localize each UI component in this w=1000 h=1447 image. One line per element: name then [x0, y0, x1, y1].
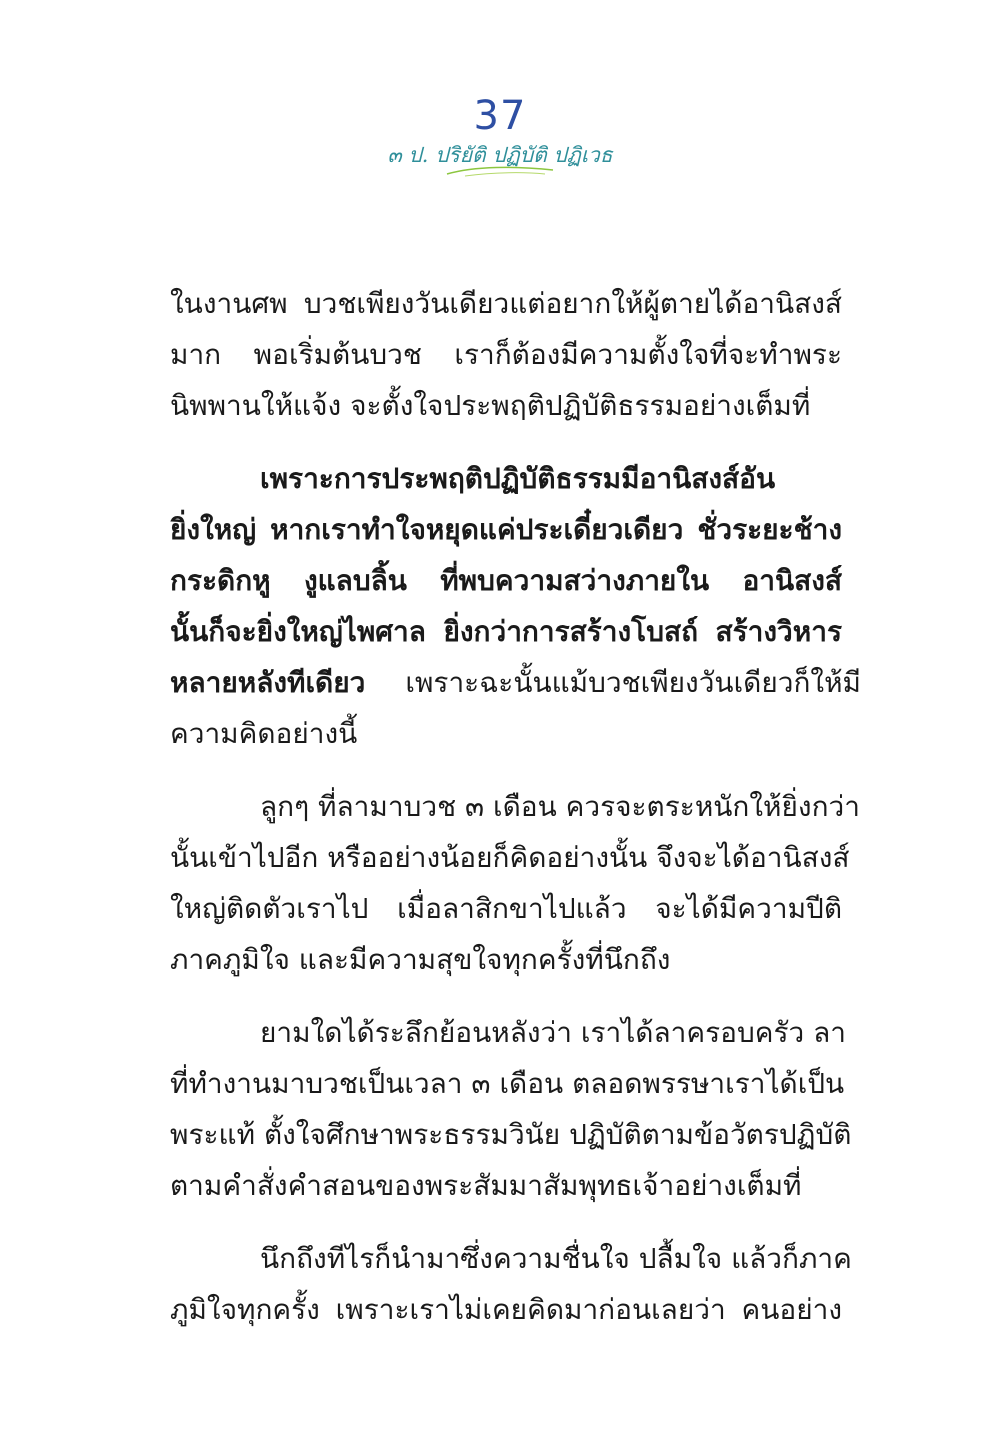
paragraph-3 — [170, 781, 860, 985]
text-line: ที่ทำงานมาบวชเป็นเวลา ๓ เดือน ตลอดพรรษาเราได้เป็น — [170, 1067, 845, 1100]
text-line: ในงานศพ บวชเพียงวันเดียวแต่อยากให้ผู้ตายได้อานิสงส์ — [170, 287, 842, 320]
text-line: ความคิดอย่างนี้ — [170, 717, 358, 750]
text-line: ยามใดได้ระลึกย้อนหลังว่า เราได้ลาครอบครัว ลา — [260, 1016, 847, 1049]
page-number: 37 — [473, 93, 527, 139]
paragraph-2 — [170, 453, 861, 759]
body-text — [170, 278, 861, 1357]
paragraph-1 — [170, 278, 842, 431]
bold-text-span: หลายหลังทีเดียว — [170, 666, 366, 699]
text-line: นั้นเข้าไปอีก หรืออย่างน้อยก็คิดอย่างนั้น จึงจะได้อานิสงส์ — [170, 841, 850, 874]
paragraph-4 — [170, 1007, 852, 1211]
paragraph-5 — [170, 1233, 852, 1335]
text-line: ภูมิใจทุกครั้ง เพราะเราไม่เคยคิดมาก่อนเลยว่า คนอย่าง — [170, 1293, 842, 1326]
text-line: มาก พอเริ่มต้นบวช เราก็ต้องมีความตั้งใจที่จะทำพระ — [170, 338, 842, 371]
text-span: เพราะฉะนั้นแม้บวชเพียงวันเดียวก็ให้มี — [405, 666, 861, 699]
text-line: พระแท้ ตั้งใจศึกษาพระธรรมวินัย ปฏิบัติตามข้อวัตรปฏิบัติ — [170, 1118, 852, 1151]
text-line: นึกถึงทีไรก็นำมาซึ่งความชื่นใจ ปลื้มใจ แล้วก็ภาค — [260, 1242, 852, 1275]
bold-text-line: เพราะการประพฤติปฏิบัติธรรมมีอานิสงส์อัน — [260, 462, 776, 495]
text-line: นิพพานให้แจ้ง จะตั้งใจประพฤติปฏิบัติธรรมอย่างเต็มที่ — [170, 389, 811, 422]
text-line: ใหญ่ติดตัวเราไป เมื่อลาสิกขาไปแล้ว จะได้มีความปีติ — [170, 892, 842, 925]
text-line: ภาคภูมิใจ และมีความสุขใจทุกครั้งที่นึกถึง — [170, 943, 671, 976]
text-line: ลูกๆ ที่ลามาบวช ๓ เดือน ควรจะตระหนักให้ยิ่งกว่า — [260, 790, 860, 823]
bold-text-line: ยิ่งใหญ่ หากเราทำใจหยุดแค่ประเดี๋ยวเดียว ชั่วระยะช้าง — [170, 513, 842, 546]
page-header — [0, 92, 1000, 178]
bold-text-line: นั้นก็จะยิ่งใหญ่ไพศาล ยิ่งกว่าการสร้างโบสถ์ สร้างวิหาร — [170, 615, 842, 648]
mixed-text-line — [170, 657, 861, 708]
running-title: ๓ ป. ปริยัติ ปฏิบัติ ปฏิเวธ — [387, 143, 613, 167]
bold-text-line: กระดิกหู งูแลบลิ้น ที่พบความสว่างภายใน อานิสงส์ — [170, 564, 842, 597]
text-line: ตามคำสั่งคำสอนของพระสัมมาสัมพุทธเจ้าอย่างเต็มที่ — [170, 1169, 802, 1202]
